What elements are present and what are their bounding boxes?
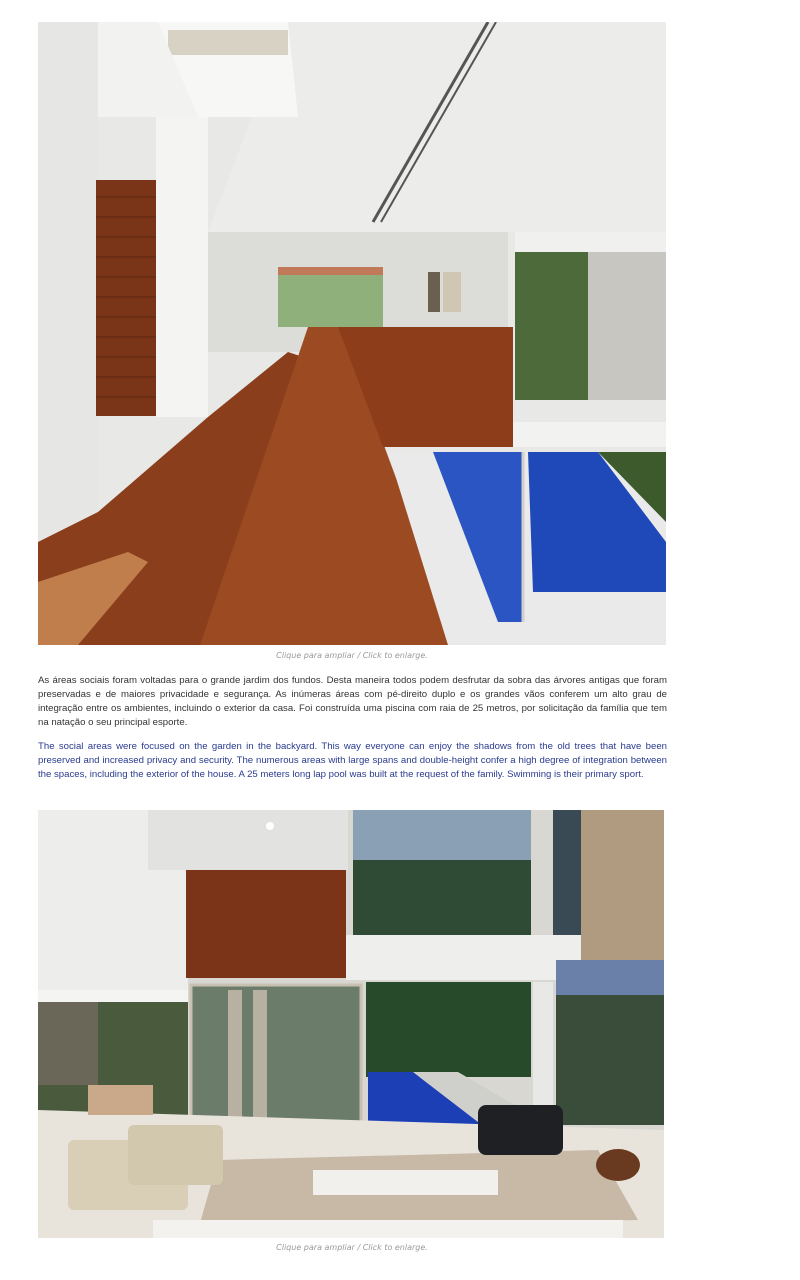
- photo-living-room-image: [38, 810, 664, 1238]
- text-portuguese: As áreas sociais foram voltadas para o grande jardim dos fundos. Desta maneira todos podem desfrutar da sobra das árvores antigas que foram preservadas e de maiores privacidade e segurança. As inúmeras áreas com pé-direito duplo e os grandes vãos conferem um alto grau de integração entre os ambientes, incluindo o exterior da casa. Foi construída uma piscina com raia de 25 metros, por solicitação da família que tem na natação o seu principal esporte.: [38, 675, 667, 728]
- photo-interior-hallway[interactable]: [38, 22, 666, 645]
- photo-caption[interactable]: Clique para ampliar / Click to enlarge.: [276, 1243, 428, 1252]
- photo-caption[interactable]: Clique para ampliar / Click to enlarge.: [276, 651, 428, 660]
- photo-living-room[interactable]: [38, 810, 664, 1238]
- photo-interior-hallway-image: [38, 22, 666, 645]
- text-english: The social areas were focused on the garden in the backyard. This way everyone can enjoy the shadows from the old trees that have been preserved and increased privacy and security. The numerous areas with large spans and double-height confer a high degree of integration between the spaces, including the exterior of the house. A 25 meters long lap pool was built at the request of the family. Swimming is their primary sport.: [38, 741, 667, 780]
